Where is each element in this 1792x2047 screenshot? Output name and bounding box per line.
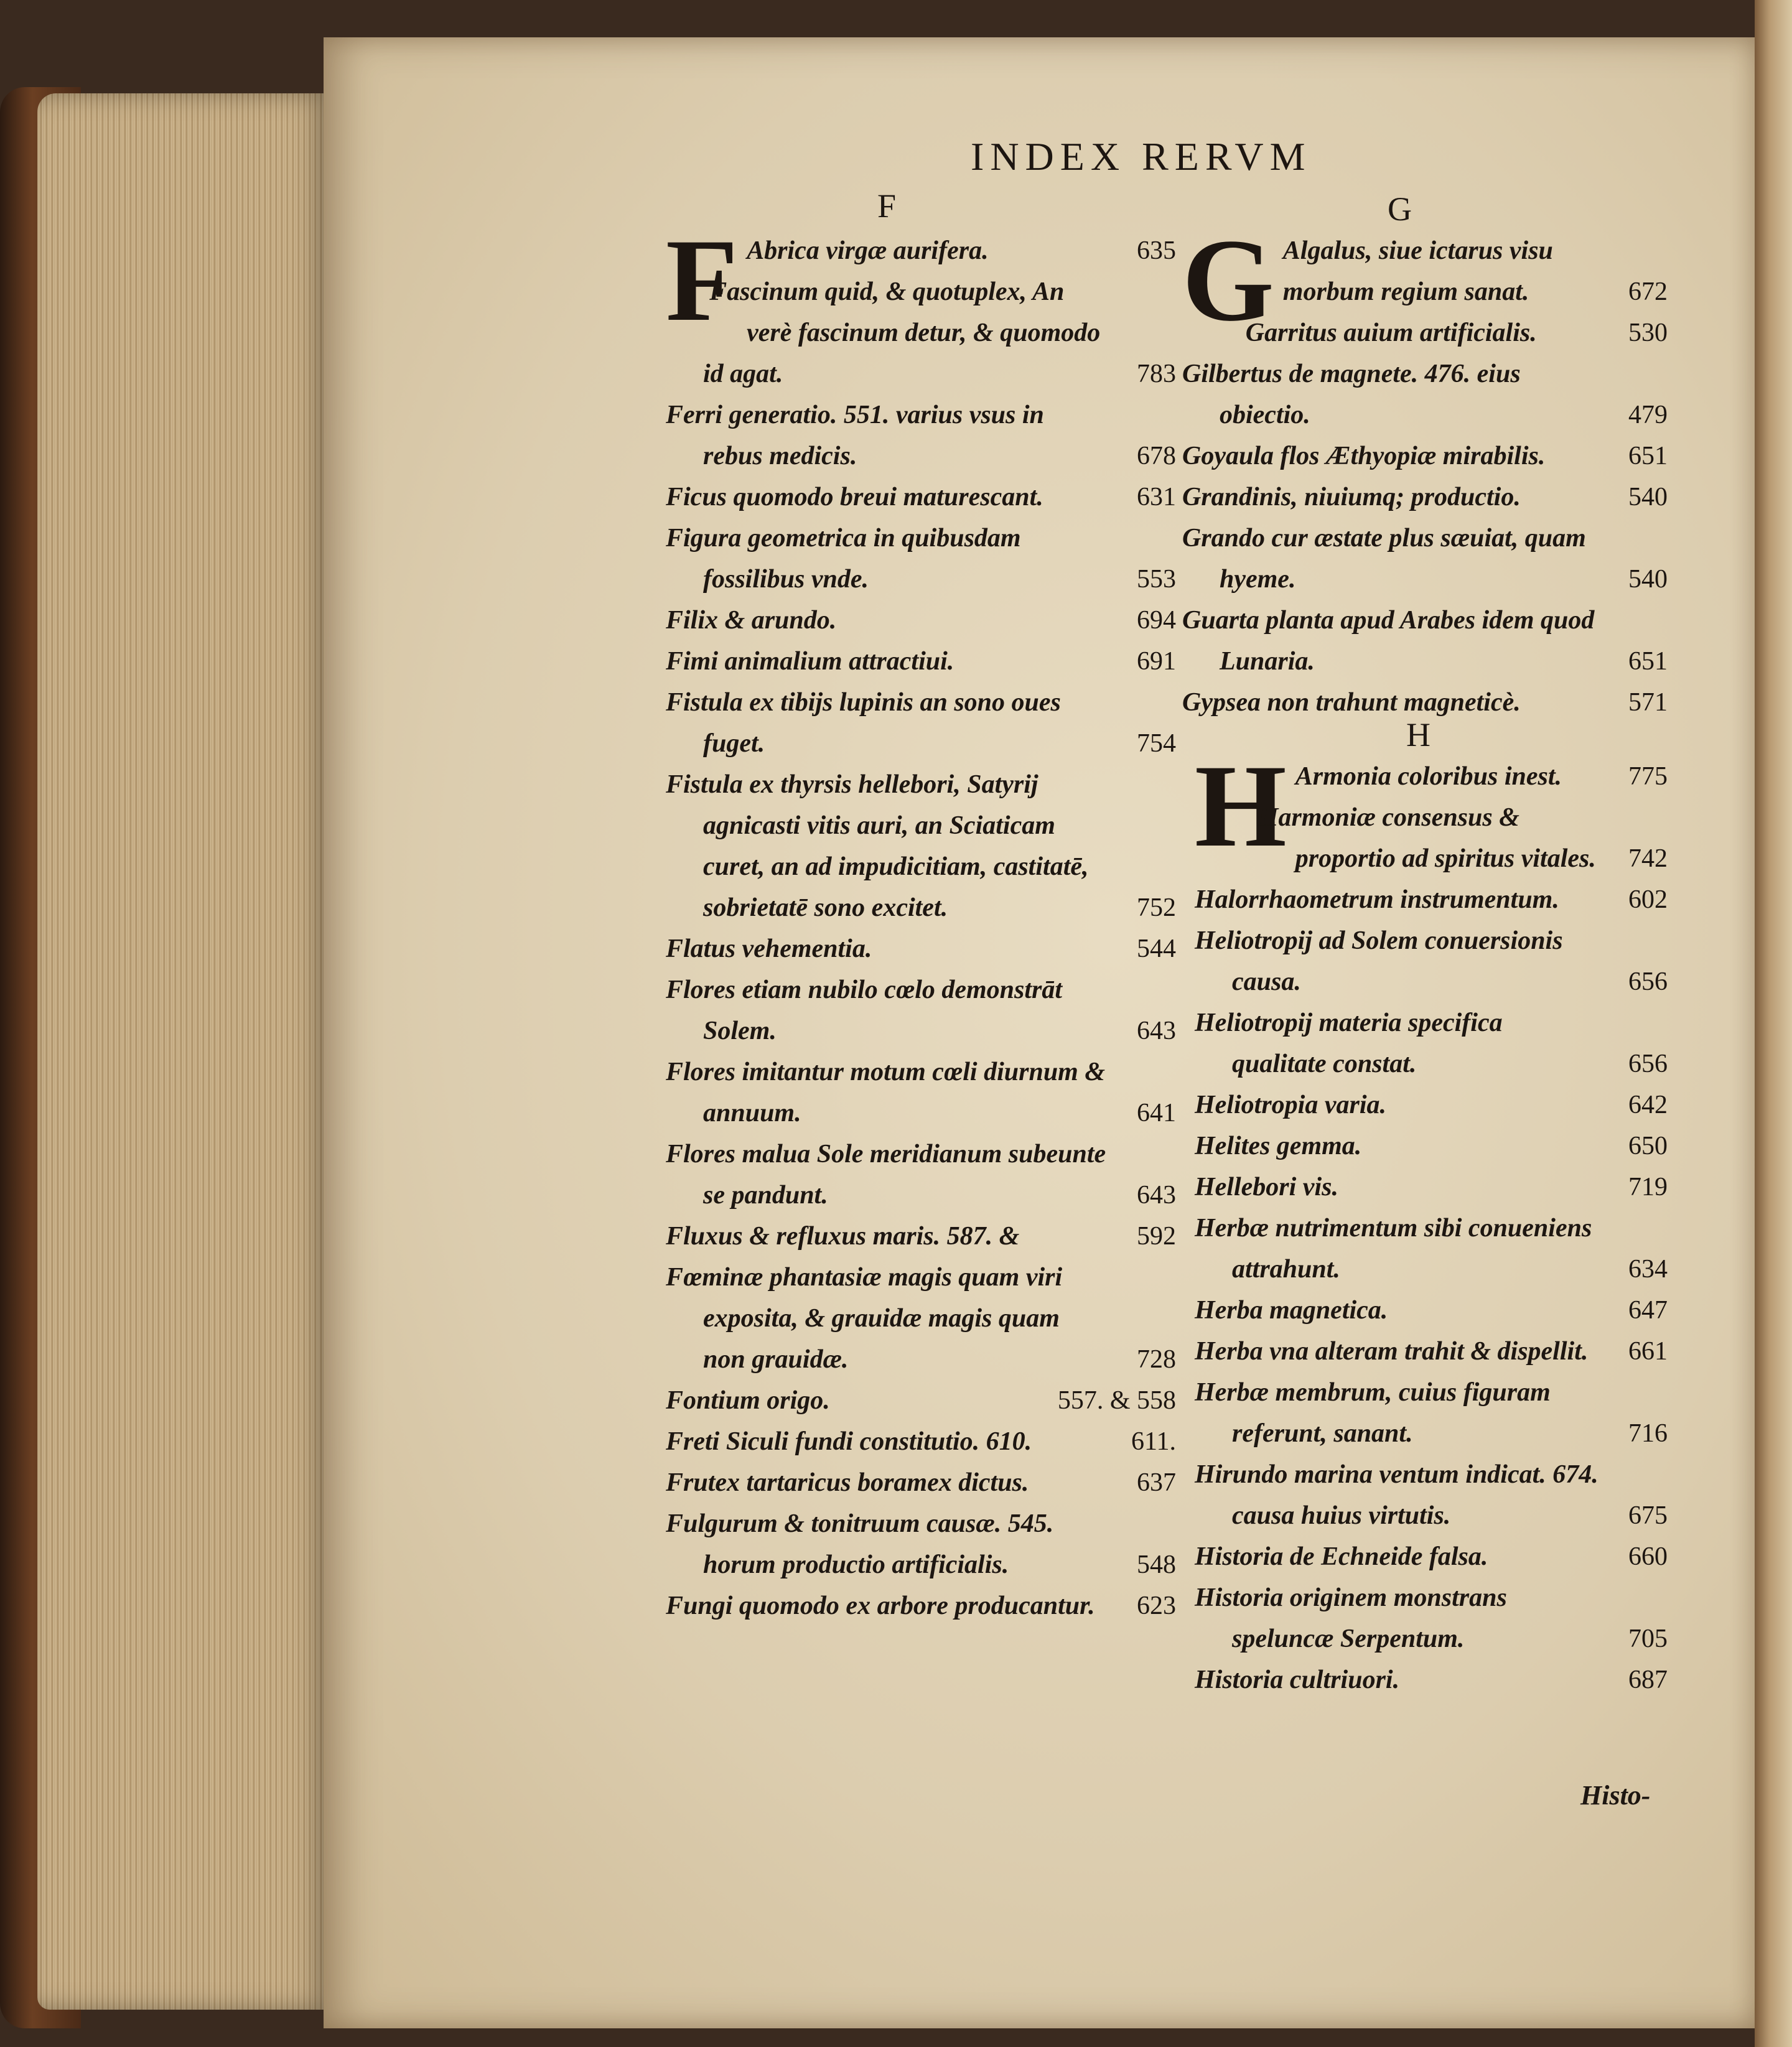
index-entry (1195, 879, 1668, 920)
index-entry (1195, 920, 1668, 1002)
index-entry (1182, 600, 1668, 682)
page-title: INDEX RERVM (971, 134, 1312, 179)
entry-text: Flatus vehementia. (666, 935, 872, 963)
entry-page-number: 544 (1137, 935, 1176, 963)
index-entry (1195, 1536, 1668, 1577)
index-entry (666, 1134, 1176, 1216)
entry-text: Flores imitantur motum cœli diurnum & annuum. (666, 1058, 1106, 1127)
index-entry (1195, 1002, 1668, 1084)
entry-page-number: 705 (1628, 1625, 1668, 1653)
index-entry (666, 641, 1176, 682)
entry-page-number: 672 (1628, 277, 1668, 306)
index-column-f (666, 215, 1176, 1626)
index-entry (1195, 1290, 1668, 1331)
entry-page-number: 656 (1628, 1050, 1668, 1078)
entry-text: Frutex tartaricus boramex dictus. (666, 1468, 1029, 1497)
index-entry (666, 1257, 1176, 1380)
index-entry (666, 1585, 1176, 1626)
entry-text: Freti Siculi fundi constitutio. 610. (666, 1427, 1032, 1456)
entry-page-number: 647 (1628, 1296, 1668, 1325)
entry-text: Historia de Echneide falsa. (1195, 1542, 1488, 1571)
entry-text: Algalus, siue ictarus visu morbum regium sanat. (1282, 236, 1553, 306)
entry-text: Fistula ex tibijs lupinis an sono oues fuget. (666, 688, 1061, 758)
page-edges (37, 93, 330, 2010)
index-entry (1195, 1084, 1668, 1126)
entry-text: Herba vna alteram trahit & dispellit. (1195, 1337, 1589, 1366)
entry-page-number: 602 (1628, 885, 1668, 914)
index-entry (1195, 1331, 1668, 1372)
entry-text: Flores malua Sole meridianum subeunte se pandunt. (666, 1140, 1106, 1210)
entry-text: Herbæ nutrimentum sibi conueniens attrahunt. (1195, 1214, 1592, 1284)
entry-page-number: 637 (1137, 1468, 1176, 1497)
entry-text: Historia originem monstrans speluncæ Serpentum. (1195, 1583, 1507, 1653)
entry-page-number: 592 (1137, 1222, 1176, 1251)
entry-page-number: 650 (1628, 1132, 1668, 1160)
entry-text: Helites gemma. (1195, 1132, 1362, 1160)
entry-page-number: 548 (1137, 1550, 1176, 1579)
entry-page-number: 752 (1137, 893, 1176, 922)
entry-page-number: 571 (1628, 688, 1668, 717)
entry-page-number: 553 (1137, 565, 1176, 594)
entry-text: Ferri generatio. 551. varius vsus in rebus medicis. (666, 401, 1044, 470)
index-entry (666, 518, 1176, 600)
entry-page-number: 634 (1628, 1255, 1668, 1284)
entry-page-number: 623 (1137, 1592, 1176, 1620)
section-letter-f: F (877, 187, 897, 225)
drop-cap: G (1182, 215, 1274, 346)
section-letter-g: G (1388, 190, 1412, 228)
index-entry (1182, 353, 1668, 436)
entry-page-number: 675 (1628, 1501, 1668, 1530)
entry-page-number: 783 (1137, 360, 1176, 388)
index-entry (666, 600, 1176, 641)
index-entry (666, 1216, 1176, 1257)
entry-text: Heliotropia varia. (1195, 1091, 1386, 1119)
entry-page-number: 651 (1628, 647, 1668, 676)
entry-text: Fœminæ phantasiæ magis quam viri exposita, & grauidæ magis quam non grauidæ. (666, 1263, 1063, 1374)
index-entry (666, 928, 1176, 969)
index-entry (1195, 1372, 1668, 1454)
entry-text: Fontium origo. (666, 1386, 830, 1415)
entry-page-number: 479 (1628, 401, 1668, 429)
entry-text: Herbæ membrum, cuius figuram referunt, sanant. (1195, 1378, 1551, 1448)
entry-page-number: 530 (1628, 319, 1668, 347)
entry-text: Hellebori vis. (1195, 1173, 1338, 1201)
section-letter-h: H (1406, 716, 1430, 753)
entry-text: Grandinis, niuiumq; productio. (1182, 483, 1521, 511)
entry-text: Fimi animalium attractiui. (666, 647, 954, 676)
index-column-g (1182, 215, 1668, 723)
index-entry (666, 271, 1176, 394)
entry-text: Flores etiam nubilo cœlo demonstrāt Solem. (666, 976, 1063, 1045)
entry-page-number: 656 (1628, 968, 1668, 996)
entry-page-number: 754 (1137, 729, 1176, 758)
index-entry (666, 1503, 1176, 1585)
index-entry (666, 682, 1176, 764)
entry-text: Gypsea non trahunt magneticè. (1182, 688, 1521, 717)
entry-page-number: 641 (1137, 1099, 1176, 1127)
entry-text: Gilbertus de magnete. 476. eius obiectio. (1182, 360, 1521, 429)
right-page-edge (1755, 0, 1792, 2047)
index-entry (1195, 1454, 1668, 1536)
index-entry (666, 394, 1176, 477)
entry-page-number: 635 (1137, 236, 1176, 265)
entry-page-number: 660 (1628, 1542, 1668, 1571)
entry-page-number: 643 (1137, 1017, 1176, 1045)
index-entry (666, 1380, 1176, 1421)
index-column-h (1195, 741, 1668, 1700)
entry-page-number: 719 (1628, 1173, 1668, 1201)
entry-text: Fascinum quid, & quotuplex, An verè fascinum detur, & quomodo id agat. (703, 277, 1101, 388)
drop-cap: H (1195, 741, 1287, 872)
entry-text: Abrica virgæ aurifera. (747, 236, 989, 265)
entry-text: Goyaula flos Æthyopiæ mirabilis. (1182, 442, 1546, 470)
index-entry (1195, 797, 1668, 879)
index-entry (1195, 1126, 1668, 1167)
entry-page-number: 540 (1628, 565, 1668, 594)
entry-page-number: 643 (1137, 1181, 1176, 1210)
entry-page-number: 694 (1137, 606, 1176, 635)
entry-text: Armonia coloribus inest. (1295, 762, 1562, 791)
entry-text: Herba magnetica. (1195, 1296, 1388, 1325)
entry-text: Ficus quomodo breui maturescant. (666, 483, 1043, 511)
entry-text: Fungi quomodo ex arbore producantur. (666, 1592, 1095, 1620)
entry-text: Historia cultriuori. (1195, 1666, 1400, 1694)
entry-text: Hirundo marina ventum indicat. 674. causa huius virtutis. (1195, 1460, 1598, 1530)
entry-page-number: 642 (1628, 1091, 1668, 1119)
entry-page-number: 716 (1628, 1419, 1668, 1448)
entry-text: Garritus auium artificialis. (1245, 319, 1537, 347)
index-entry (1182, 436, 1668, 477)
index-entry (666, 1462, 1176, 1503)
catchword: Histo- (1580, 1780, 1651, 1811)
index-entry (666, 764, 1176, 928)
index-entry (1182, 312, 1668, 353)
index-entry (666, 477, 1176, 518)
entry-text: Halorrhaometrum instrumentum. (1195, 885, 1559, 914)
entry-text: Grando cur æstate plus sæuiat, quam hyeme. (1182, 524, 1586, 594)
entry-text: Heliotropij materia specifica qualitate constat. (1195, 1009, 1503, 1078)
entry-text: Harmoniæ consensus & proportio ad spiritus vitales. (1258, 803, 1596, 873)
drop-cap: F (666, 215, 739, 346)
entry-page-number: 557. & 558 (1057, 1386, 1176, 1415)
entry-page-number: 678 (1137, 442, 1176, 470)
index-entry (1182, 477, 1668, 518)
entry-text: Fistula ex thyrsis hellebori, Satyrij agnicasti vitis auri, an Sciaticam curet, an ad impudicitiam, castitatē, sobrietatē sono excitet. (666, 770, 1089, 922)
entry-page-number: 687 (1628, 1666, 1668, 1694)
index-entry (1195, 1659, 1668, 1700)
entry-page-number: 651 (1628, 442, 1668, 470)
index-entry (1195, 1577, 1668, 1659)
entry-text: Heliotropij ad Solem conuersionis causa. (1195, 926, 1563, 996)
entry-page-number: 631 (1137, 483, 1176, 511)
index-entry (1195, 1167, 1668, 1208)
index-entry (666, 1051, 1176, 1134)
entry-text: Fulgurum & tonitruum causæ. 545. horum productio artificialis. (666, 1509, 1054, 1579)
entry-page-number: 611. (1131, 1427, 1176, 1456)
entry-text: Guarta planta apud Arabes idem quod Lunaria. (1182, 606, 1595, 676)
entry-page-number: 728 (1137, 1345, 1176, 1374)
entry-text: Fluxus & refluxus maris. 587. & (666, 1222, 1020, 1251)
entry-text: Filix & arundo. (666, 606, 837, 635)
entry-text: Figura geometrica in quibusdam fossilibus vnde. (666, 524, 1021, 594)
entry-page-number: 661 (1628, 1337, 1668, 1366)
index-entry (666, 1421, 1176, 1462)
index-entry (1195, 1208, 1668, 1290)
index-entry (666, 969, 1176, 1051)
entry-page-number: 540 (1628, 483, 1668, 511)
index-entry (1182, 518, 1668, 600)
entry-page-number: 775 (1628, 762, 1668, 791)
entry-page-number: 742 (1628, 844, 1668, 873)
entry-page-number: 691 (1137, 647, 1176, 676)
